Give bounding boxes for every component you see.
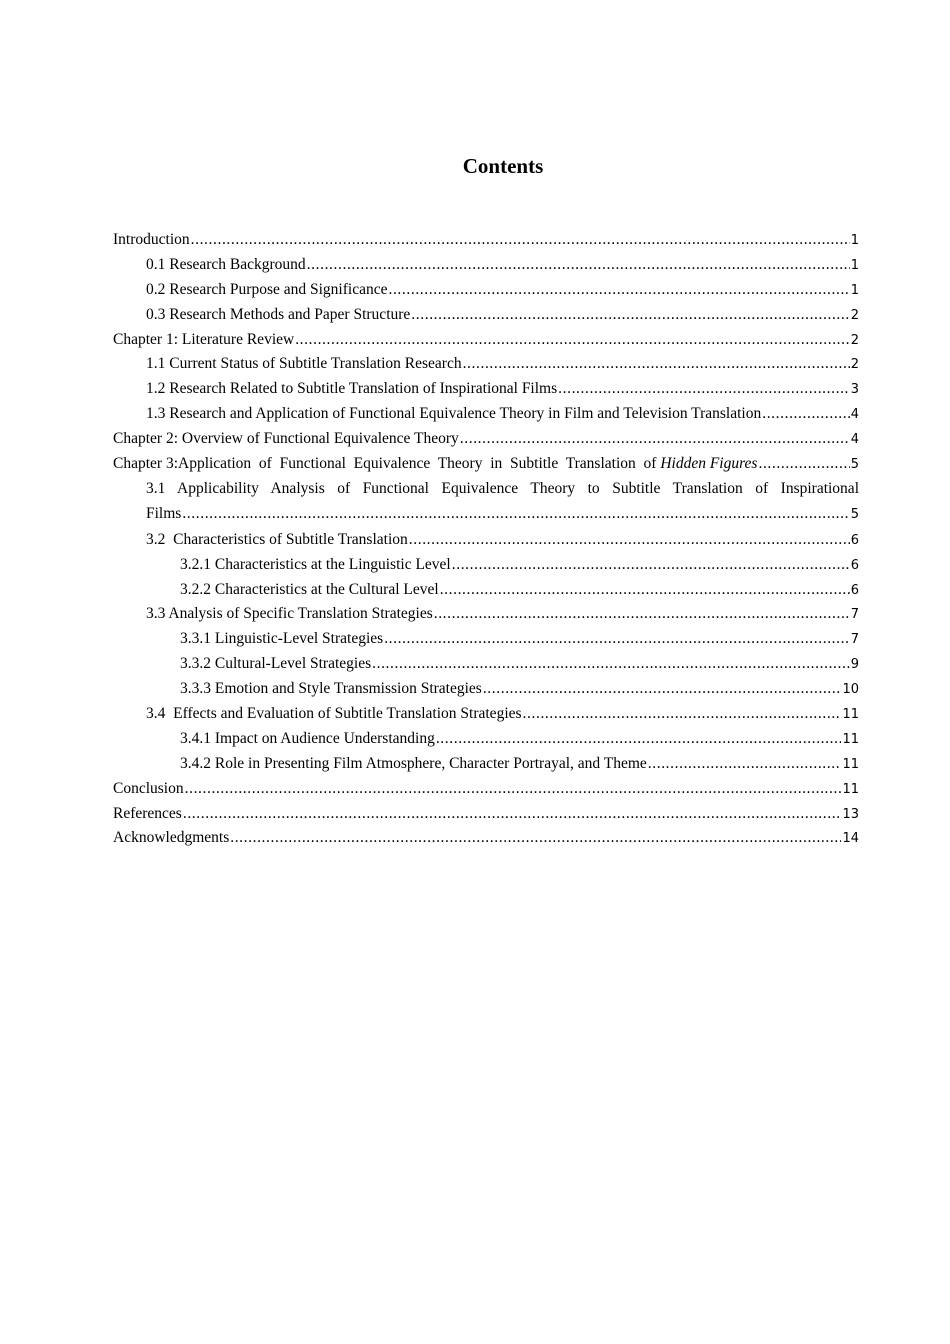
- toc-page-number: 14: [842, 831, 859, 847]
- toc-entry-3-3-1[interactable]: [113, 627, 859, 652]
- toc-entry-3-3[interactable]: [113, 602, 859, 627]
- page-title: Contents: [462, 154, 544, 178]
- toc-entry-chapter-3[interactable]: [113, 452, 859, 477]
- toc-entry-text: 3.4 Effects and Evaluation of Subtitle Translation Strategies: [146, 704, 522, 722]
- dot-leader: [452, 553, 850, 578]
- toc-page-number: 5: [850, 457, 859, 473]
- toc-entry-1-3[interactable]: [113, 402, 859, 427]
- toc-entry-text: 3.2.2 Characteristics at the Cultural Level: [180, 580, 439, 598]
- dot-leader: [388, 278, 849, 303]
- toc-entry-text: 3.3.2 Cultural-Level Strategies: [180, 655, 372, 673]
- toc-entry-1-2[interactable]: [113, 377, 859, 402]
- dot-leader: [762, 402, 849, 427]
- toc-entry-3-4-1[interactable]: [113, 727, 859, 752]
- toc-page-number: 1: [850, 257, 859, 273]
- toc-entry-3-2-2[interactable]: [113, 578, 859, 603]
- dot-leader: [307, 253, 850, 278]
- toc-entry-text: 3.2 Characteristics of Subtitle Translation: [146, 530, 408, 548]
- toc-entry-text-line-1: 3.1 Applicability Analysis of Functional Equivalence Theory to Subtitle Translation of Inspirational: [146, 479, 859, 497]
- toc-page-number: 11: [842, 731, 859, 747]
- toc-entry-text: 3.4.2 Role in Presenting Film Atmosphere, Character Portrayal, and Theme: [180, 754, 647, 772]
- dot-leader: [411, 303, 849, 328]
- toc-entry-text: 1.3 Research and Application of Functional Equivalence Theory in Film and Television Translation: [146, 405, 762, 423]
- toc-page-number: 11: [842, 706, 859, 722]
- toc-entry-3-2-1[interactable]: [113, 553, 859, 578]
- toc-page-number: 6: [850, 532, 859, 548]
- toc-entry-3-3-2[interactable]: [113, 652, 859, 677]
- dot-leader: [648, 752, 842, 777]
- toc-entry-3-4-2[interactable]: [113, 752, 859, 777]
- toc-entry-text: 0.3 Research Methods and Paper Structure: [146, 305, 411, 323]
- table-of-contents: [113, 228, 859, 851]
- toc-entry-3-2[interactable]: [113, 528, 859, 553]
- toc-page-number: 2: [850, 332, 859, 348]
- dot-leader: [182, 502, 849, 527]
- dot-leader: [460, 427, 850, 452]
- toc-entry-chapter-1[interactable]: [113, 328, 859, 353]
- toc-entry-text: 3.3 Analysis of Specific Translation Strategies: [146, 605, 433, 623]
- toc-entry-text: 0.1 Research Background: [146, 255, 306, 273]
- toc-entry-0-1[interactable]: [113, 253, 859, 278]
- dot-leader: [295, 328, 850, 353]
- toc-entry-text: 1.2 Research Related to Subtitle Translation of Inspirational Films: [146, 380, 558, 398]
- toc-entry-text: Conclusion: [113, 779, 184, 797]
- toc-entry-line-2: [146, 502, 859, 528]
- toc-page-number: 4: [850, 432, 859, 448]
- toc-page-number: 11: [842, 756, 859, 772]
- dot-leader: [463, 352, 850, 377]
- toc-entry-text: 3.2.1 Characteristics at the Linguistic Level: [180, 555, 451, 573]
- toc-entry-text: References: [113, 804, 182, 822]
- dot-leader: [523, 702, 842, 727]
- toc-page-number: 7: [850, 607, 859, 623]
- toc-page-number: 7: [850, 632, 859, 648]
- toc-entry-references[interactable]: [113, 802, 859, 827]
- dot-leader: [758, 452, 849, 477]
- toc-page-number: 11: [842, 781, 859, 797]
- toc-page-number: 2: [850, 307, 859, 323]
- toc-entry-text: 3.3.1 Linguistic-Level Strategies: [180, 630, 384, 648]
- toc-page-number: 2: [850, 357, 859, 373]
- toc-entry-acknowledgments[interactable]: [113, 826, 859, 851]
- dot-leader: [384, 627, 850, 652]
- toc-entry-text-roman: Chapter 3:Application of Functional Equivalence Theory in Subtitle Translation of: [113, 455, 661, 473]
- dot-leader: [440, 578, 850, 603]
- toc-entry-text: [113, 452, 757, 477]
- toc-entry-text: 3.4.1 Impact on Audience Understanding: [180, 729, 435, 747]
- toc-entry-text: 0.2 Research Purpose and Significance: [146, 280, 388, 298]
- dot-leader: [372, 652, 850, 677]
- toc-entry-text: Introduction: [113, 231, 190, 248]
- toc-entry-chapter-2[interactable]: [113, 427, 859, 452]
- toc-entry-3-3-3[interactable]: [113, 677, 859, 702]
- dot-leader: [230, 826, 841, 851]
- toc-entry-text: 1.1 Current Status of Subtitle Translation Research: [146, 355, 462, 373]
- toc-page-number: 4: [850, 407, 859, 423]
- toc-entry-text: Acknowledgments: [113, 829, 230, 847]
- toc-page-number: 10: [842, 682, 859, 698]
- dot-leader: [185, 777, 842, 802]
- toc-entry-introduction[interactable]: [113, 228, 859, 253]
- dot-leader: [191, 228, 850, 253]
- toc-entry-0-3[interactable]: [113, 303, 859, 328]
- dot-leader: [436, 727, 842, 752]
- toc-page-number: 9: [850, 657, 859, 673]
- toc-entry-text: 3.3.3 Emotion and Style Transmission Strategies: [180, 680, 482, 698]
- toc-entry-text: Chapter 1: Literature Review: [113, 330, 295, 348]
- toc-page-number: 5: [850, 506, 859, 522]
- toc-entry-0-2[interactable]: [113, 278, 859, 303]
- dot-leader: [183, 802, 842, 827]
- dot-leader: [434, 602, 850, 627]
- toc-page-number: 3: [850, 382, 859, 398]
- film-title: Hidden Figures: [660, 455, 758, 473]
- toc-entry-3-4[interactable]: [113, 702, 859, 727]
- toc-page-number: 6: [850, 557, 859, 573]
- toc-entry-3-1[interactable]: [113, 477, 859, 528]
- toc-page-number: 1: [850, 233, 859, 248]
- toc-page-number: 13: [842, 806, 859, 822]
- dot-leader: [483, 677, 842, 702]
- toc-entry-conclusion[interactable]: [113, 777, 859, 802]
- toc-entry-text-line-2: Films: [146, 504, 182, 522]
- toc-page-number: 1: [850, 282, 859, 298]
- dot-leader: [558, 377, 850, 402]
- toc-page-number: 6: [850, 582, 859, 598]
- toc-entry-text: Chapter 2: Overview of Functional Equivalence Theory: [113, 430, 459, 448]
- toc-entry-1-1[interactable]: [113, 352, 859, 377]
- dot-leader: [409, 528, 850, 553]
